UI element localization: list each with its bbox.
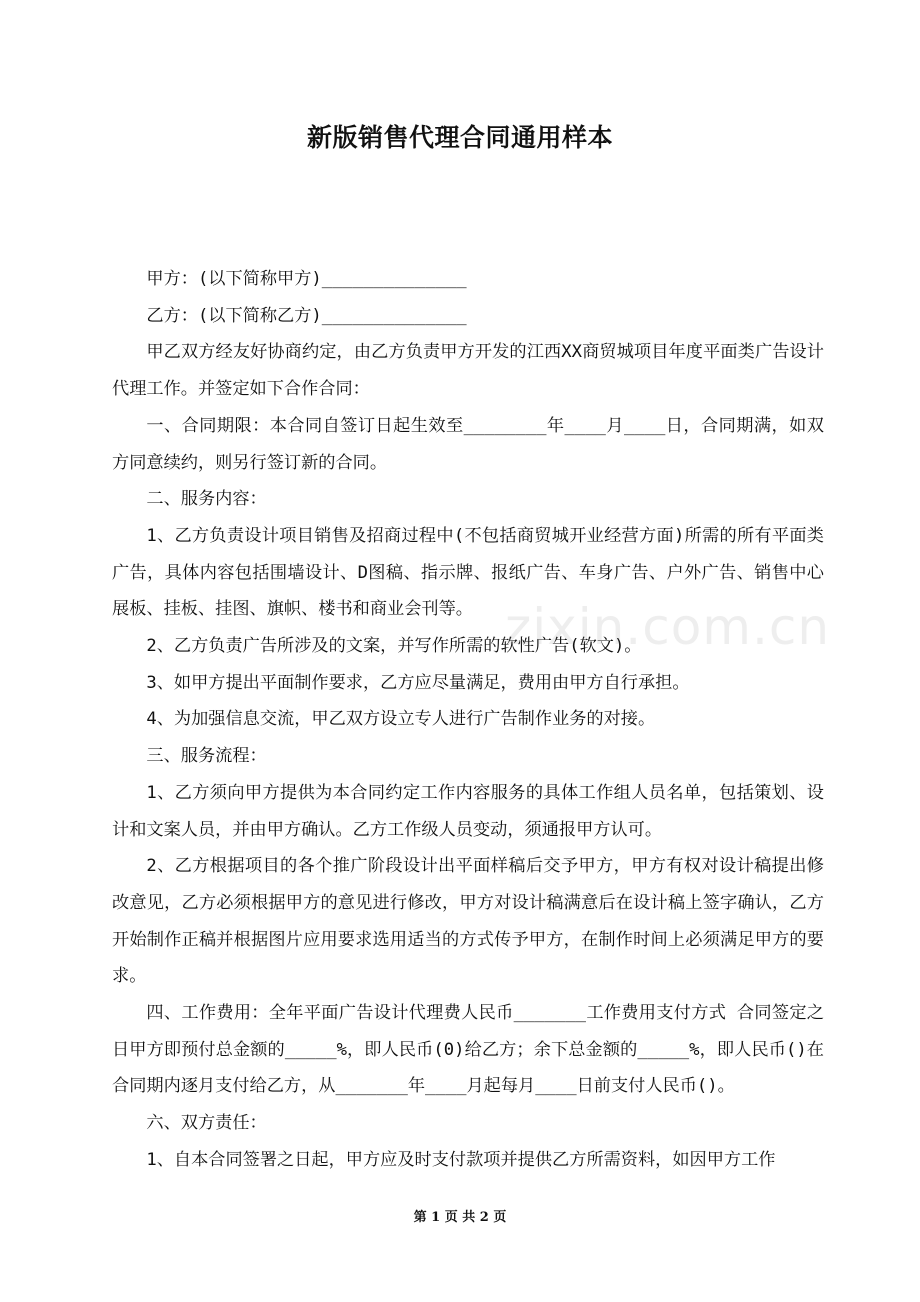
section-heading-responsibilities: 六、双方责任：: [146, 1113, 267, 1134]
responsibility-item-1: 1、自本合同签署之日起，甲方应及时支付款项并提供乙方所需资料，如因甲方工作: [146, 1149, 776, 1170]
process-item-1: 1、乙方须向甲方提供为本合同约定工作内容服务的具体工作组人员名单，包括策划、设计和文案人员，并由甲方确认。乙方工作级人员变动，须通报甲方认可。: [112, 782, 824, 840]
section-heading-services: 二、服务内容：: [146, 489, 267, 510]
process-item-2: 2、乙方根据项目的各个推广阶段设计出平面样稿后交予甲方，甲方有权对设计稿提出修改意见，乙方必须根据甲方的意见进行修改，甲方对设计稿满意后在设计稿上签字确认，乙方开始制作正稿并根据图片应用要求选用适当的方式传予甲方，在制作时间上必须满足甲方的要求。: [112, 856, 824, 987]
party-b-line: 乙方：(以下简称乙方)______________: [146, 305, 467, 326]
service-item-4: 4、为加强信息交流，甲乙双方设立专人进行广告制作业务的对接。: [146, 709, 656, 730]
intro-paragraph: 甲乙双方经友好协商约定，由乙方负责甲方开发的江西XX商贸城项目年度平面类广告设计代理工作。并签定如下合作合同：: [112, 342, 824, 400]
fees-paragraph: 四、工作费用：全年平面广告设计代理费人民币_______工作费用支付方式 合同签定之日甲方即预付总金额的_____%，即人民币(0)给乙方；余下总金额的_____%，即人民币()在合同期内逐月支付给乙方，从_______年____月起每月____日前支付人民币()。: [112, 1003, 824, 1097]
watermark: zixin.com.cn: [505, 598, 831, 656]
document-title: 新版销售代理合同通用样本: [306, 123, 613, 152]
service-item-2: 2、乙方负责广告所涉及的文案，并写作所需的软性广告(软文)。: [146, 636, 642, 657]
service-item-3: 3、如甲方提出平面制作要求，乙方应尽量满足，费用由甲方自行承担。: [146, 672, 690, 693]
contract-term-paragraph: 一、合同期限：本合同自签订日起生效至________年____月____日，合同期满，如双方同意续约，则另行签订新的合同。: [112, 415, 824, 473]
section-heading-process: 三、服务流程：: [146, 746, 267, 767]
document-body: [112, 261, 824, 1179]
party-a-line: 甲方：(以下简称甲方)______________: [146, 269, 467, 289]
service-item-1: 1、乙方负责设计项目销售及招商过程中(不包括商贸城开业经营方面)所需的所有平面类广告，具体内容包括围墙设计、D图稿、指示牌、报纸广告、车身广告、户外广告、销售中心展板、挂板、挂图、旗帜、楼书和商业会刊等。: [112, 525, 824, 620]
page-footer: 第 1 页 共 2 页: [413, 1210, 507, 1225]
